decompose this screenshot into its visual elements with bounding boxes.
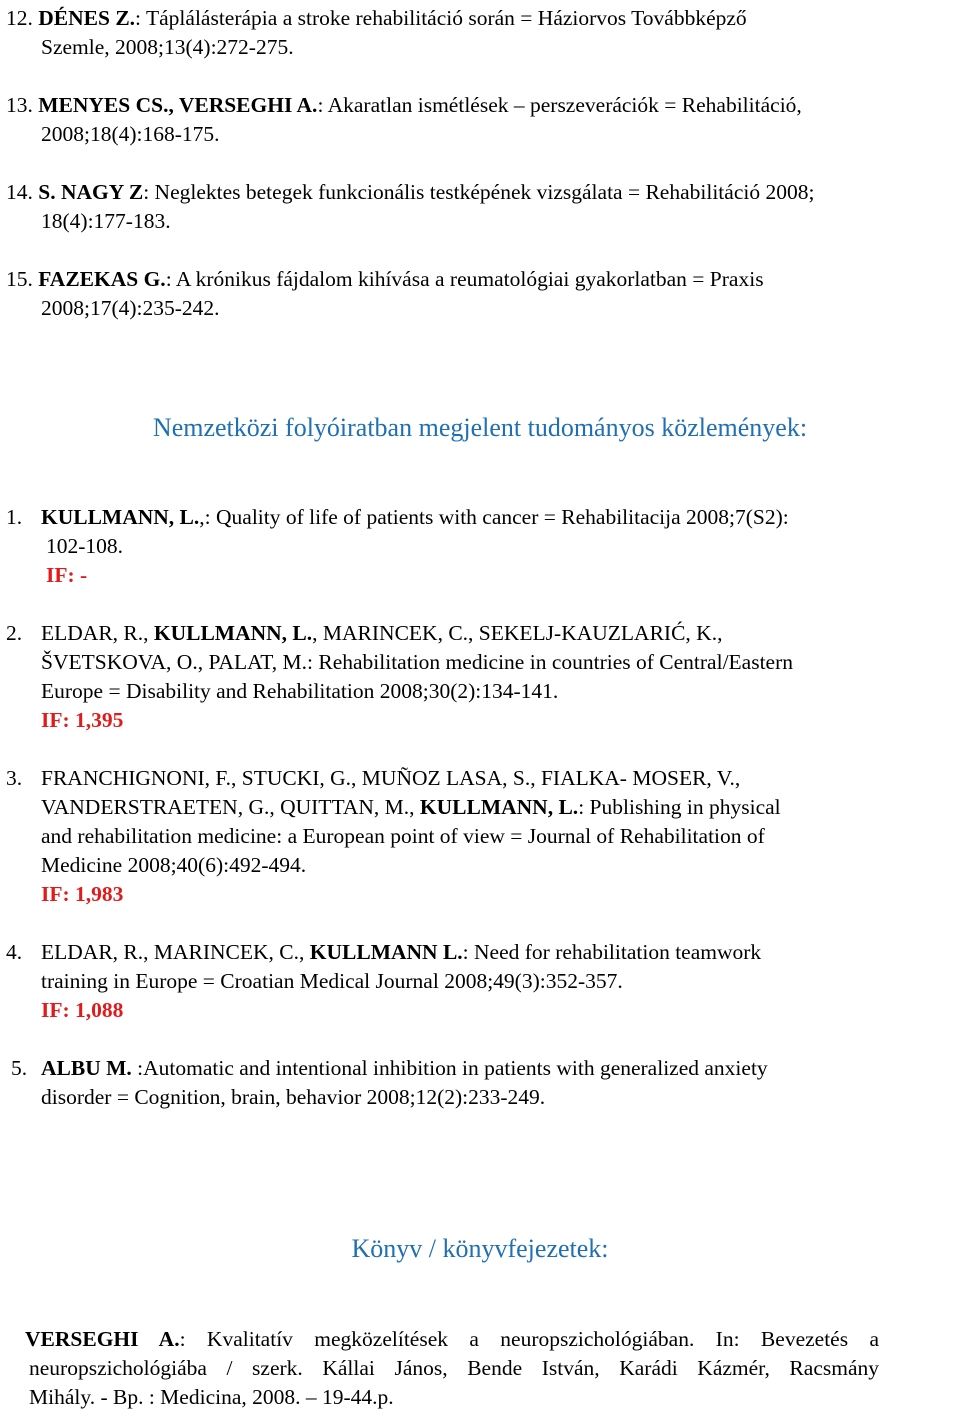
ref-author: KULLMANN, L. [419,795,579,819]
ref-text: :Automatic and intentional inhibition in patients with generalized anxiety [131,1056,768,1080]
ref-text: : A krónikus fájdalom kihívása a reumatológiai gyakorlatban = Praxis [165,267,764,291]
ref-number: 1. [6,505,23,529]
ref-author: DÉNES Z. [38,6,136,30]
ref-author: ALBU M. [41,1056,132,1080]
ref-text: : Akaratlan ismétlések – perszeverációk = Rehabilitáció, [317,93,802,117]
ref-author: KULLMANN, L. [41,505,200,529]
ref-author: KULLMANN L. [309,940,463,964]
ref-text: : Neglektes betegek funkcionális testképének vizsgálata = Rehabilitáció 2008; [143,180,815,204]
ref-text-line: training in Europe = Croatian Medical Journal 2008;49(3):352-357. [41,969,623,993]
ref-text: FRANCHIGNONI, F., STUCKI, G., MUÑOZ LASA, S., FIALKA- MOSER, V., [41,766,741,790]
impact-factor: IF: 1,088 [41,998,124,1022]
section-heading-international: Nemzetközi folyóiratban megjelent tudományos közlemények: [152,413,808,442]
ref-text-line: and rehabilitation medicine: a European point of view = Journal of Rehabilitation of [41,824,765,848]
ref-number: 5. [11,1056,28,1080]
ref-number: 4. [6,940,23,964]
ref-author: KULLMANN, L. [153,621,313,645]
ref-text: ELDAR, R., [41,621,154,645]
ref-text: ,: Quality of life of patients with cancer = Rehabilitacija 2008;7(S2): [199,505,789,529]
ref-author: MENYES CS., VERSEGHI A. [38,93,318,117]
ref-text-line: disorder = Cognition, brain, behavior 2008;12(2):233-249. [41,1085,546,1109]
ref-text: : Need for rehabilitation teamwork [462,940,762,964]
section-heading-books: Könyv / könyvfejezetek: [351,1234,609,1263]
ref-text: , MARINCEK, C., SEKELJ-KAUZLARIĆ, K., [312,621,723,645]
impact-factor: IF: 1,395 [41,708,124,732]
ref-text: VANDERSTRAETEN, G., QUITTAN, M., [41,795,420,819]
impact-factor: IF: 1,983 [41,882,124,906]
book-text-line: Mihály. - Bp. : Medicina, 2008. – 19-44.p. [29,1385,394,1409]
ref-number: 12. [6,6,33,30]
ref-number: 3. [6,766,23,790]
impact-factor: IF: - [46,563,88,587]
ref-text: : Táplálásterápia a stroke rehabilitáció során = Háziorvos Továbbképző [135,6,747,30]
book-author: VERSEGHI A. [25,1327,180,1351]
ref-text-line: 102-108. [46,534,124,558]
ref-author: FAZEKAS G. [38,267,166,291]
ref-text: : Rehabilitation medicine in countries of Central/Eastern [307,650,794,674]
book-text-line: neuropszichológiába / szerk. Kállai János, Bende István, Karádi Kázmér, Racsmány [29,1356,879,1380]
ref-text-line: 18(4):177-183. [41,209,171,233]
ref-text-line: Medicine 2008;40(6):492-494. [41,853,307,877]
ref-number: 15. [6,267,33,291]
ref-text-line: Europe = Disability and Rehabilitation 2008;30(2):134-141. [41,679,559,703]
ref-text: : Publishing in physical [578,795,781,819]
ref-author: S. NAGY Z [38,180,144,204]
ref-number: 14. [6,180,33,204]
book-text: : Kvalitatív megközelítések a neuropszichológiában. In: Bevezetés a [179,1327,879,1351]
ref-text-line: Szemle, 2008;13(4):272-275. [41,35,294,59]
ref-text: ELDAR, R., MARINCEK, C., [41,940,310,964]
ref-text: ŠVETSKOVA, O., PALAT, M. [41,650,308,674]
ref-text-line: 2008;18(4):168-175. [41,122,220,146]
ref-number: 2. [6,621,23,645]
ref-text-line: 2008;17(4):235-242. [41,296,220,320]
ref-number: 13. [6,93,33,117]
